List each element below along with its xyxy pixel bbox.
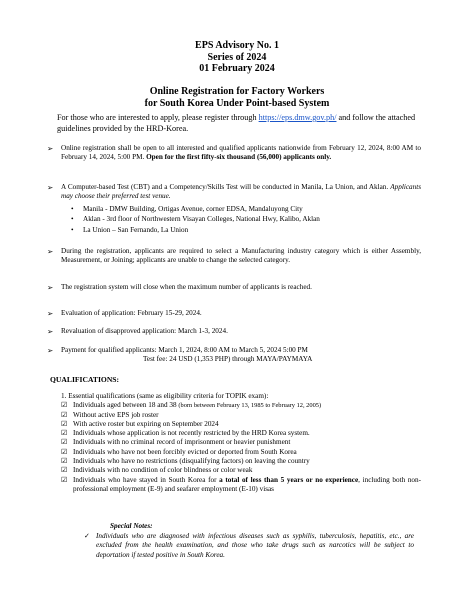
bullet-6 [47,327,421,336]
bullet-4 [47,283,421,292]
checkbox-icon: ☑ [61,438,68,447]
arrow-bullet-icon: ➢ [47,327,54,336]
arrow-bullet-icon: ➢ [47,309,54,318]
qualification-item: ☑ Individuals with no condition of color blindness or color weak [61,466,253,475]
special-notes [84,522,414,560]
advisory-series: Series of 2024 [207,51,267,63]
arrow-bullet-icon: ➢ [47,346,54,355]
checkbox-icon: ☑ [61,429,68,438]
checkbox-icon: ☑ [61,466,68,475]
bullet-1-text: Online registration shall be open to all interested and qualified applicants nationwide from February 12, 2024, 8:00 AM to February 14, 2024, 5:00 PM. [61,144,421,162]
venue-list [61,205,421,235]
bullet-2-italic: Applicants may choose their preferred test venue. [61,183,421,201]
qualification-item: ☑ Individuals whose application is not recently restricted by the HRD Korea system. [61,429,310,438]
qualification-intro: 1. Essential qualifications (same as eligibility criteria for TOPIK exam): [61,392,269,400]
intro-text-after: and follow the attached guidelines provided by the HRD-Korea. [57,113,416,133]
bullet-5-text: Evaluation of application: February 15-29, 2024. [61,309,202,317]
qualifications-heading: QUALIFICATIONS: [50,375,120,384]
checkbox-icon: ☑ [61,475,68,484]
qualification-item: ☑ Individuals with no criminal record of imprisonment or heavier punishment [61,438,291,447]
venue-item: • Manila - DMW Building, Ortigas Avenue, corner EDSA, Mandaluyong City [71,204,303,213]
bullet-7-line-1: Payment for qualified applicants: March 1, 2024, 8:00 AM to March 5, 2024 5:00 PM [61,346,308,354]
qualification-item: ☑ With active roster but expiring on September 2024 [61,419,219,428]
checkbox-icon: ☑ [61,419,68,428]
dot-bullet-icon: • [71,204,74,213]
checkbox-icon: ☑ [61,401,68,410]
title-line-2: for South Korea Under Point-based System [144,97,330,109]
bullet-7-line-2: Test fee: 24 USD (1,353 PHP) through MAYA/PAYMAYA [143,355,313,364]
intro-paragraph [57,113,437,134]
venue-item: • Aklan - 3rd floor of Northwestern Visayan Colleges, National Hwy, Kalibo, Aklan [71,215,320,224]
advisory-date: 01 February 2024 [199,63,275,74]
qualification-item: ☑ Individuals who have not been forcibly evicted or deported from South Korea [61,447,297,456]
arrow-bullet-icon: ➢ [47,247,54,256]
bullet-3 [47,247,421,266]
arrow-bullet-icon: ➢ [47,283,54,292]
qualification-item: ☑ Individuals who have stayed in South Korea for a total of less than 5 years or no experience, including both non-professional employment (E-9) and seafarer employment (E-10) visas [61,475,421,493]
registration-link[interactable]: https://eps.dmw.gov.ph/ [258,113,337,122]
bullet-6-text: Revaluation of disapproved application: March 1-3, 2024. [61,327,228,335]
checkbox-icon: ☑ [61,457,68,466]
bullet-4-text: The registration system will close when the maximum number of applicants is reached. [61,283,312,291]
qualifications-list [61,392,421,494]
venue-item: • La Union – San Fernando, La Union [71,225,189,234]
qualification-item: ☑ Individuals aged between 18 and 38 (born between February 13, 1985 to February 12, 2005) [61,401,322,410]
title-line-1: Online Registration for Factory Workers [149,86,325,97]
bullet-1 [47,144,421,163]
checkbox-icon: ☑ [61,447,68,456]
advisory-header [0,40,474,75]
qualification-item: ☑ Individuals who have no restrictions (disqualifying factors) on leaving the country [61,457,310,466]
advisory-title [0,86,474,109]
dot-bullet-icon: • [71,225,74,234]
bullet-2 [47,183,421,236]
arrow-bullet-icon: ➢ [47,144,54,153]
special-note-item [84,532,414,560]
arrow-bullet-icon: ➢ [47,183,54,192]
bullet-2-text: A Computer-based Test (CBT) and a Competency/Skills Test will be conducted in Manila, La Union, and Aklan. [61,183,391,191]
advisory-number: EPS Advisory No. 1 [195,40,279,51]
dot-bullet-icon: • [71,215,74,224]
bullet-5 [47,309,421,318]
bullet-7 [47,346,421,365]
check-mark-icon: ✓ [84,532,91,541]
special-note-text: Individuals who are diagnosed with infectious diseases such as syphilis, tuberculosis, hepatitis, etc., are excluded from the health examination, and those who take drugs such as narcotics will be subject to deportation if tested positive in South Korea. [96,532,414,559]
bullet-1-bold: Open for the first fifty-six thousand (56,000) applicants only. [146,153,332,162]
checkbox-icon: ☑ [61,410,68,419]
intro-text-before: For those who are interested to apply, please register through [57,113,259,122]
bullet-3-text: During the registration, applicants are required to select a Manufacturing industry category which is either Assembly, Measurement, or Joining; applicants are unable to change the selected category. [61,247,421,265]
qualification-item: ☑ Without active EPS job roster [61,410,159,419]
special-notes-heading: Special Notes: [110,522,153,530]
